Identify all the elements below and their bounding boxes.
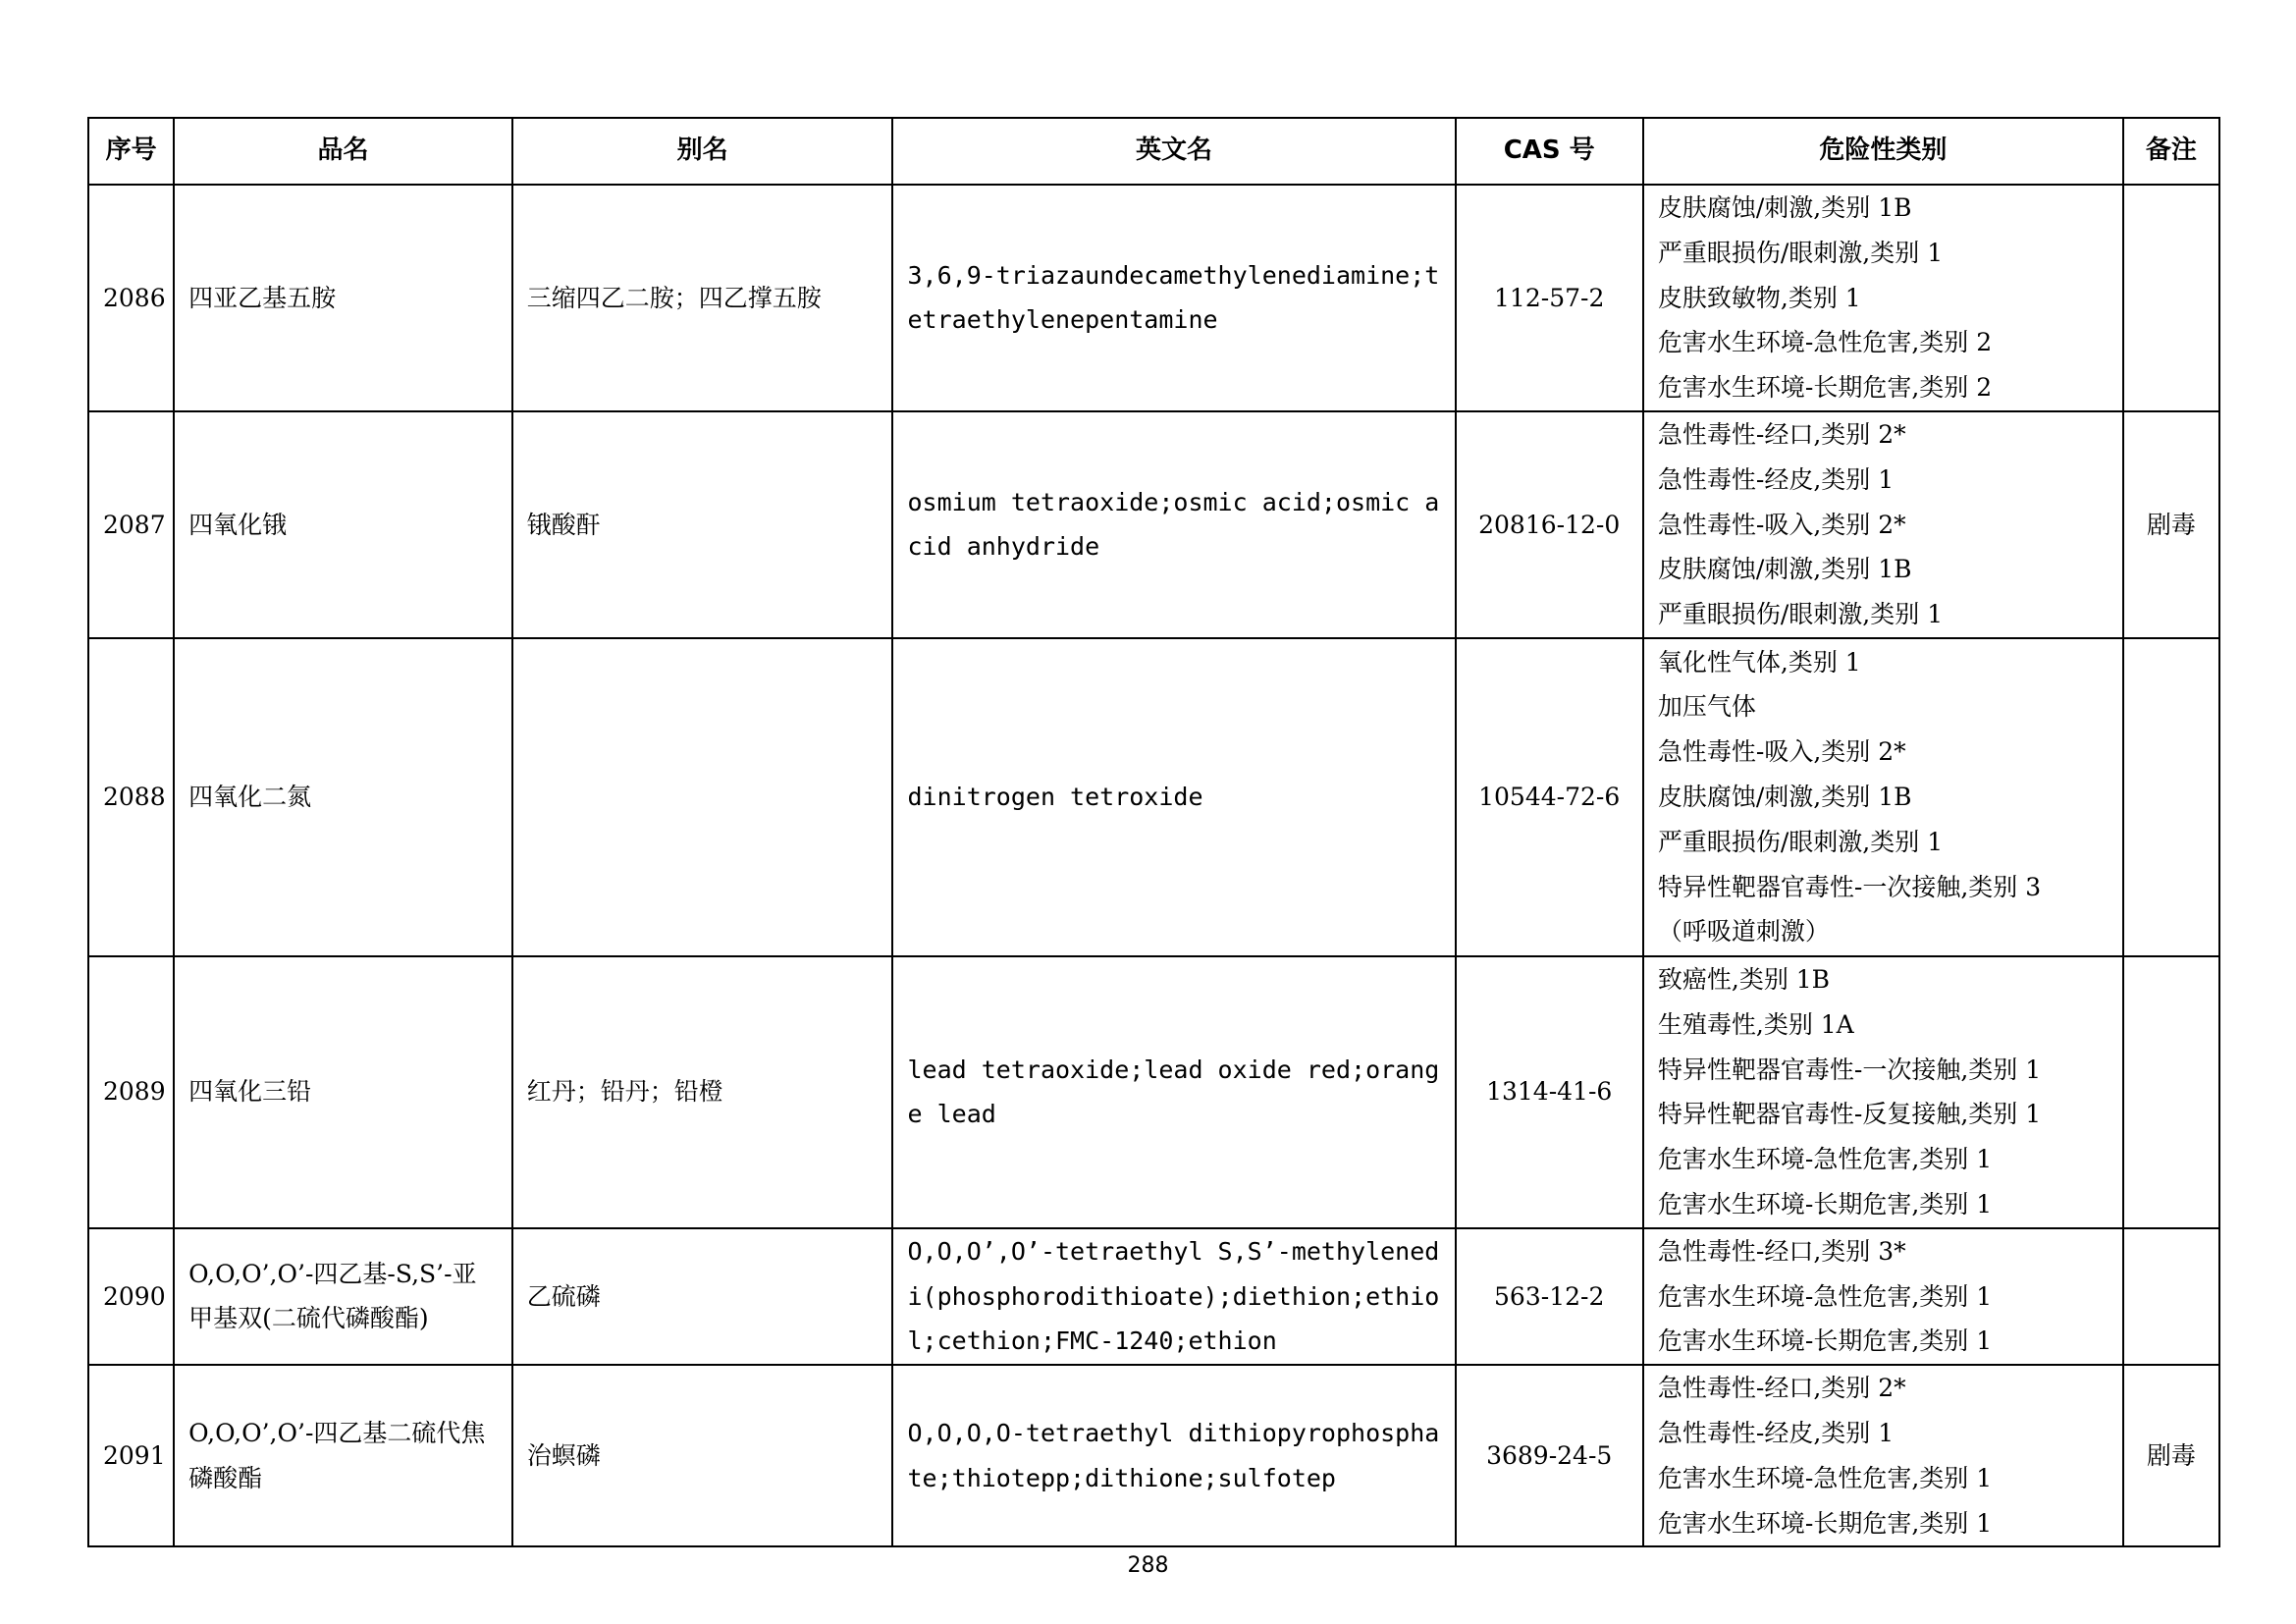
- header-row: [88, 118, 2219, 185]
- hazard-item: 严重眼损伤/眼刺激,类别 1: [1657, 600, 1944, 629]
- cell-name: 四亚乙基五胺: [174, 185, 512, 411]
- cell-alias: 锇酸酐: [512, 411, 893, 638]
- cell-cas: 112-57-2: [1456, 185, 1643, 411]
- cell-no: 2091: [88, 1365, 174, 1546]
- chemical-table: [87, 117, 2220, 1547]
- cell-hazards: [1643, 1365, 2123, 1546]
- hazard-item: 急性毒性-经口,类别 2*: [1657, 1374, 1906, 1403]
- header-name: 品名: [174, 118, 512, 185]
- hazard-item: 特异性靶器官毒性-反复接触,类别 1: [1657, 1100, 2042, 1129]
- table-row: [88, 411, 2219, 638]
- hazard-item: 危害水生环境-长期危害,类别 1: [1657, 1189, 1993, 1218]
- hazard-item: 皮肤腐蚀/刺激,类别 1B: [1657, 783, 1912, 812]
- page-number: 288: [1127, 1553, 1169, 1578]
- hazard-item: 特异性靶器官毒性-一次接触,类别 3: [1657, 872, 2042, 901]
- cell-name: O,O,O’,O’-四乙基二硫代焦磷酸酯: [174, 1365, 512, 1546]
- hazard-item: 加压气体: [1657, 692, 1756, 722]
- hazard-item: 急性毒性-吸入,类别 2*: [1657, 510, 1906, 539]
- cell-cas: 20816-12-0: [1456, 411, 1643, 638]
- hazard-item: 危害水生环境-急性危害,类别 1: [1657, 1281, 1993, 1311]
- header-alias: 别名: [512, 118, 893, 185]
- hazard-item: 急性毒性-经皮,类别 1: [1657, 464, 1895, 494]
- cell-english: O,O,O,O-tetraethyl dithiopyrophosphate;thiotepp;dithione;sulfotep: [892, 1365, 1455, 1546]
- hazard-item: 皮肤致敏物,类别 1: [1657, 283, 1861, 312]
- cell-hazards: [1643, 411, 2123, 638]
- cell-no: 2086: [88, 185, 174, 411]
- cell-english: osmium tetraoxide;osmic acid;osmic acid anhydride: [892, 411, 1455, 638]
- hazard-item: 危害水生环境-长期危害,类别 1: [1657, 1508, 1993, 1538]
- cell-no: 2090: [88, 1228, 174, 1365]
- header-english: 英文名: [892, 118, 1455, 185]
- table-row: [88, 1365, 2219, 1546]
- cell-hazards: [1643, 638, 2123, 956]
- cell-cas: 1314-41-6: [1456, 956, 1643, 1228]
- cell-english: O,O,O’,O’-tetraethyl S,S’-methylenedi(phosphorodithioate);diethion;ethiol;cethion;FMC-1240;ethion: [892, 1228, 1455, 1365]
- cell-no: 2088: [88, 638, 174, 956]
- hazard-item: 氧化性气体,类别 1: [1657, 647, 1861, 677]
- cell-note: [2123, 956, 2219, 1228]
- header-no: 序号: [88, 118, 174, 185]
- cell-note: 剧毒: [2123, 1365, 2219, 1546]
- hazard-item: 急性毒性-经口,类别 3*: [1657, 1236, 1906, 1266]
- hazard-item: 特异性靶器官毒性-一次接触,类别 1: [1657, 1055, 2042, 1084]
- hazard-item: 急性毒性-经皮,类别 1: [1657, 1418, 1895, 1447]
- cell-english: 3,6,9-triazaundecamethylenediamine;tetraethylenepentamine: [892, 185, 1455, 411]
- cell-alias: [512, 638, 893, 956]
- hazard-item: 生殖毒性,类别 1A: [1657, 1009, 1854, 1039]
- cell-name: 四氧化三铅: [174, 956, 512, 1228]
- cell-alias: 三缩四乙二胺；四乙撑五胺: [512, 185, 893, 411]
- header-hazard: 危险性类别: [1643, 118, 2123, 185]
- cell-hazards: [1643, 185, 2123, 411]
- cell-note: [2123, 1228, 2219, 1365]
- hazard-item: 危害水生环境-长期危害,类别 2: [1657, 373, 1993, 403]
- table-row: [88, 185, 2219, 411]
- cell-alias: 治螟磷: [512, 1365, 893, 1546]
- hazard-item: 皮肤腐蚀/刺激,类别 1B: [1657, 193, 1912, 222]
- cell-alias: 乙硫磷: [512, 1228, 893, 1365]
- hazard-item: 急性毒性-经口,类别 2*: [1657, 419, 1906, 449]
- hazard-item: 严重眼损伤/眼刺激,类别 1: [1657, 827, 1944, 856]
- hazard-item: 致癌性,类别 1B: [1657, 964, 1831, 994]
- table-row: [88, 956, 2219, 1228]
- cell-note: 剧毒: [2123, 411, 2219, 638]
- cell-alias: 红丹；铅丹；铅橙: [512, 956, 893, 1228]
- hazard-item: 危害水生环境-长期危害,类别 1: [1657, 1326, 1993, 1356]
- cell-name: O,O,O’,O’-四乙基-S,S’-亚甲基双(二硫代磷酸酯): [174, 1228, 512, 1365]
- table-row: [88, 1228, 2219, 1365]
- cell-hazards: [1643, 1228, 2123, 1365]
- cell-hazards: [1643, 956, 2123, 1228]
- cell-note: [2123, 638, 2219, 956]
- cell-no: 2087: [88, 411, 174, 638]
- hazard-item: 危害水生环境-急性危害,类别 1: [1657, 1463, 1993, 1492]
- header-note: 备注: [2123, 118, 2219, 185]
- cell-english: dinitrogen tetroxide: [892, 638, 1455, 956]
- hazard-item: （呼吸道刺激）: [1657, 917, 1830, 947]
- hazard-item: 危害水生环境-急性危害,类别 1: [1657, 1145, 1993, 1174]
- header-cas: CAS 号: [1456, 118, 1643, 185]
- hazard-item: 危害水生环境-急性危害,类别 2: [1657, 328, 1993, 357]
- cell-cas: 563-12-2: [1456, 1228, 1643, 1365]
- cell-cas: 10544-72-6: [1456, 638, 1643, 956]
- hazard-item: 严重眼损伤/眼刺激,类别 1: [1657, 238, 1944, 267]
- table-row: [88, 638, 2219, 956]
- hazard-item: 皮肤腐蚀/刺激,类别 1B: [1657, 555, 1912, 584]
- cell-name: 四氧化锇: [174, 411, 512, 638]
- cell-cas: 3689-24-5: [1456, 1365, 1643, 1546]
- cell-name: 四氧化二氮: [174, 638, 512, 956]
- hazard-item: 急性毒性-吸入,类别 2*: [1657, 737, 1906, 767]
- cell-note: [2123, 185, 2219, 411]
- cell-no: 2089: [88, 956, 174, 1228]
- cell-english: lead tetraoxide;lead oxide red;orange lead: [892, 956, 1455, 1228]
